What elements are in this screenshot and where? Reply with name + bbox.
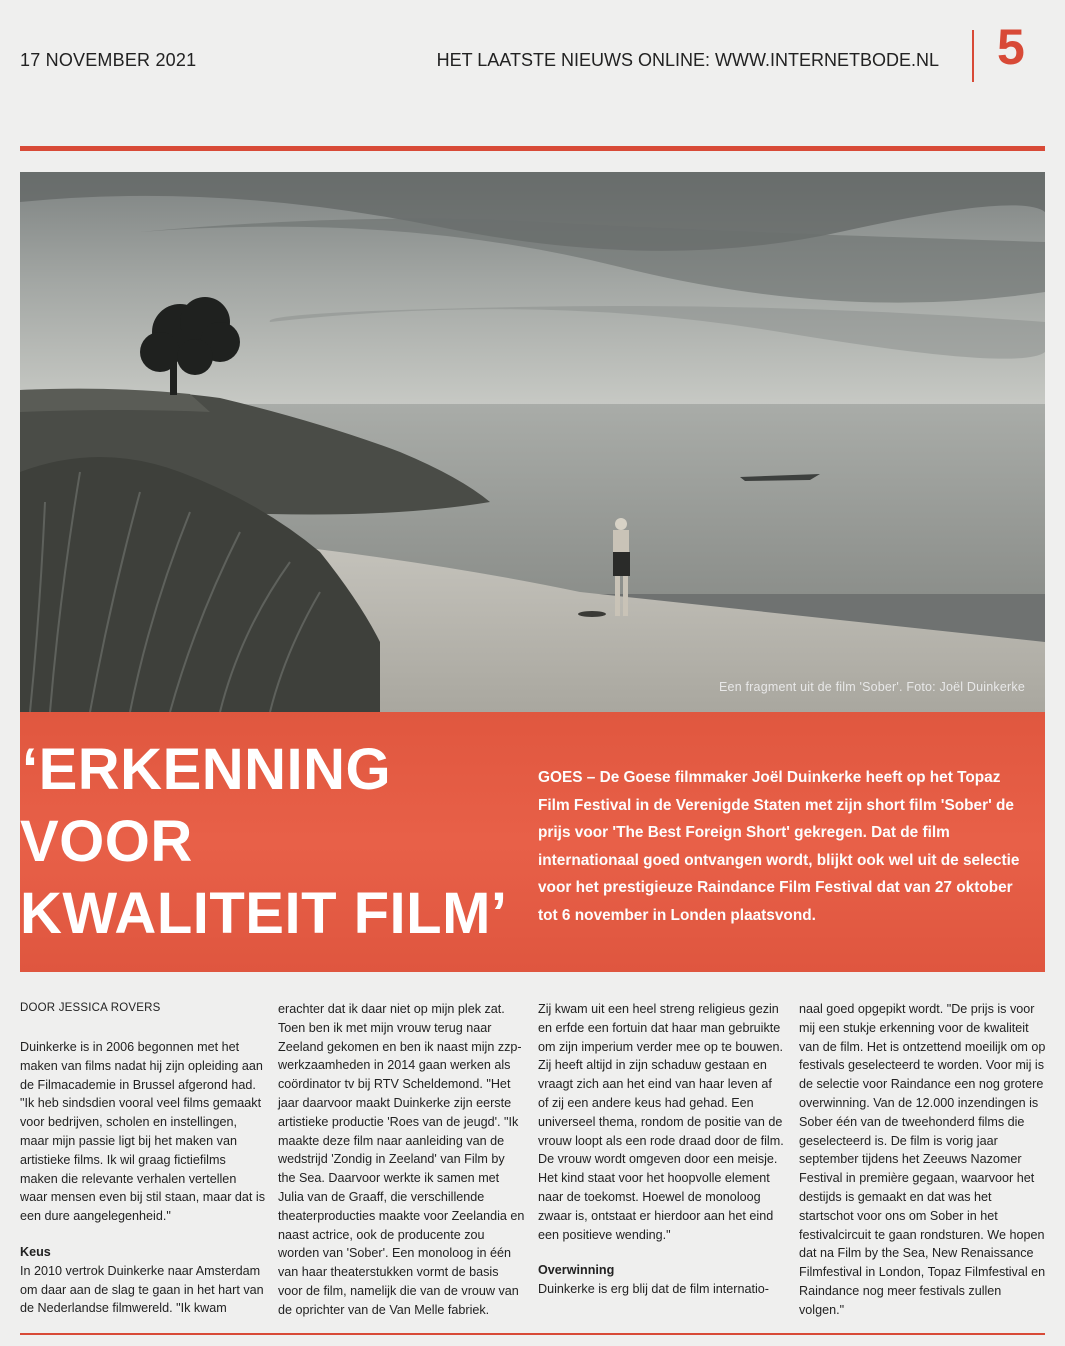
subheading: Overwinning [538,1263,615,1278]
website-line: HET LAATSTE NIEUWS ONLINE: WWW.INTERNETBODE.NL [436,50,939,70]
paragraph: Zij kwam uit een heel streng religieus gezin en erfde een fortuin dat haar man gebruikte om zijn imperium verder mee op te bouwen. Zij heeft altijd in zijn schaduw gestaan en vraagt zich aan het eind van haar leven af of zij een andere keus had gehad. Een universeel thema, rondom de positie van de vrouw loopt als een rode draad door de film. De vrouw wordt omgeven door een meisje. Het kind staat voor het hoopvolle element naar de toekomst. Hoewel de monoloog zwaar is, ontstaat er hierdoor aan het eind een positieve wending." [538,1002,784,1242]
byline: DOOR JESSICA ROVERS [20,1002,161,1014]
headline-line-1: ‘ERKENNING [22,737,392,802]
article-column-2 [278,1000,525,1320]
paragraph: Duinkerke is in 2006 begonnen met het maken van films nadat hij zijn opleiding aan de Filmacademie in Brussel afgerond had. "Ik heb sindsdien vooral veel films gemaakt voor bedrijven, scholen en instellingen, maar mijn passie ligt bij het maken van artistieke films. Ik wil graag fictiefilms maken die relevante verhalen vertellen waar mensen even bij stil staan, maar dat is een dure aangelegenheid." [20,1040,265,1224]
headline-line-2: VOOR [20,809,193,874]
article-photo [20,172,1045,712]
headline-line-3: KWALITEIT FILM’ [20,881,508,946]
header-divider [972,30,974,82]
headline-banner [20,712,1045,972]
page-number: 5 [997,19,1025,75]
paragraph: Duinkerke is erg blij dat de film internatio- [538,1282,769,1297]
top-rule [20,146,1045,151]
photo-caption: Een fragment uit de film 'Sober'. Foto: Joël Duinkerke [719,680,1025,694]
article-column-3 [538,1000,785,1299]
paragraph: erachter dat ik daar niet op mijn plek zat. Toen ben ik met mijn vrouw terug naar Zeeland gekomen en ben ik naast mijn zzp-werkzaamheden in 2014 gaan werken als coördinator tv bij RTV Scheldemond. "Het jaar daarvoor maakt Duinkerke zijn eerste artistieke productie 'Roes van de jeugd'. "Ik maakte deze film naar aanleiding van de wedstrijd 'Zondig in Zeeland' van Film by the Sea. Daarvoor werkte ik samen met Julia van de Graaff, die verschillende theaterproducties maakte voor Zeelandia en naast actrice, ook de producente zou worden van 'Sober'. Een monoloog in één van haar theaterstukken vormt de basis voor de film, namelijk die van de vrouw van de oprichter van de Van Melle fabriek. [278,1002,525,1317]
paragraph: naal goed opgepikt wordt. "De prijs is voor mij een stukje erkenning voor de kwaliteit van de film. Het is ontzettend moeilijk om op festivals geselecteerd te worden. Voor mij is de selectie voor Raindance een nog grotere overwinning. Van de 12.000 inzendingen is Sober één van de tweehonderd films die geselecteerd is. De film is vorig jaar september tijdens het Zeeuws Nazomer Festival in première gegaan, waarvoor het destijds is gemaakt en dat was het startschot voor ons om Sober in het festivalcircuit te gaan rondsturen. We hopen dat na Film by the Sea, New Renaissance Filmfestival in London, Topaz Filmfestival en Raindance nog meer festivals zullen volgen." [799,1002,1046,1317]
article-column-4 [799,1000,1046,1320]
beach-scene-illustration [20,172,1045,712]
subheading: Keus [20,1244,51,1259]
article-column-1 [20,1038,267,1318]
paragraph: In 2010 vertrok Duinkerke naar Amsterdam om daar aan de slag te gaan in het hart van de Nederlandse filmwereld. "Ik kwam [20,1263,264,1316]
issue-date: 17 NOVEMBER 2021 [20,50,197,70]
headline [20,734,540,950]
bottom-rule [20,1333,1045,1335]
lead-paragraph: GOES – De Goese filmmaker Joël Duinkerke heeft op het Topaz Film Festival in de Verenigde Staten met zijn short film 'Sober' de prijs voor 'The Best Foreign Short' gekregen. Dat de film internationaal goed ontvangen wordt, blijkt ook wel uit de selectie voor het prestigieuze Raindance Film Festival dat van 27 oktober tot 6 november in Londen plaatsvond. [538,769,1020,924]
